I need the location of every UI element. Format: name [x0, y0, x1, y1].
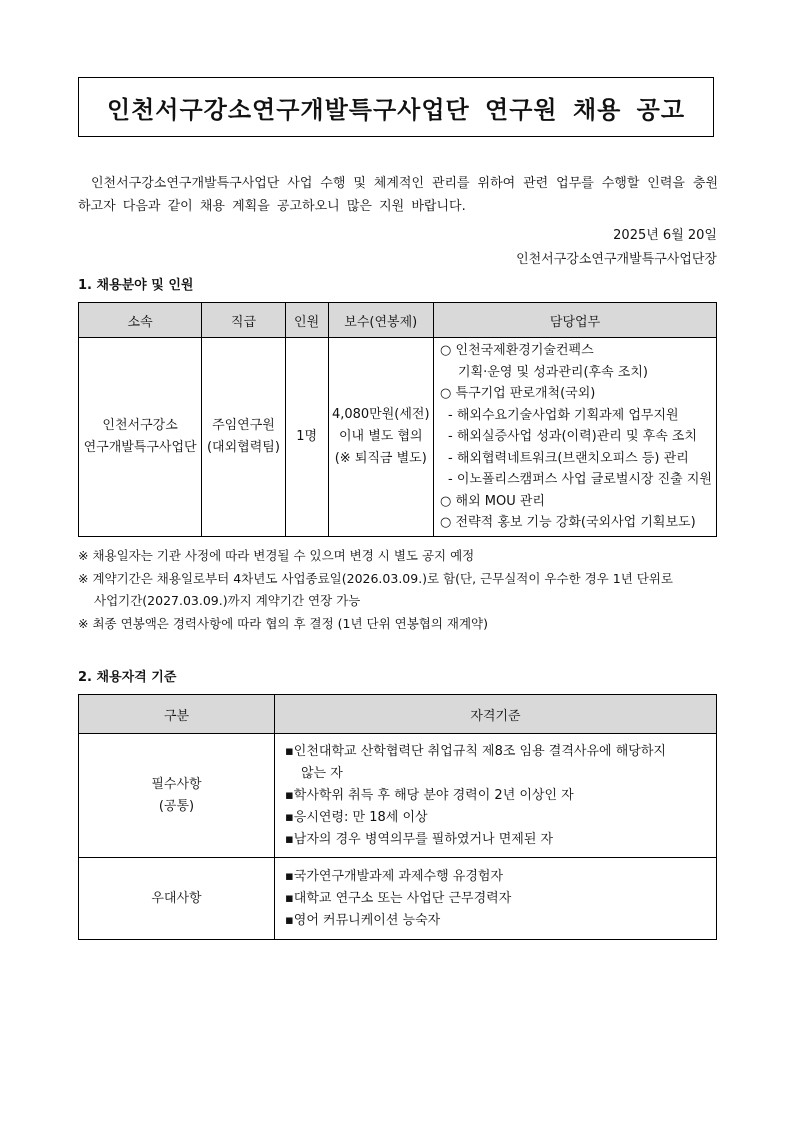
salary-line: 4,080만원(세전) — [331, 406, 430, 422]
headcount-cell: 1명 — [285, 338, 328, 537]
criteria-item: ▪응시연령: 만 18세 이상 — [285, 809, 428, 825]
salary-line: 이내 별도 협의 — [338, 428, 423, 444]
notes — [78, 545, 718, 635]
criteria-item: ▪학사학위 취득 후 해당 분야 경력이 2년 이상인 자 — [285, 787, 574, 803]
rank-line: (대외협력팀) — [206, 439, 280, 455]
section1-title: 1. 채용분야 및 인원 — [78, 278, 194, 293]
table-row — [79, 338, 717, 537]
duty-item: - 해외실증사업 성과(이력)관리 및 후속 조치 — [448, 429, 698, 444]
note-line: 사업기간(2027.03.09.)까지 계약기간 연장 가능 — [94, 593, 361, 608]
rank-line: 주임연구원 — [212, 417, 275, 433]
salary-line: (※ 퇴직금 별도) — [334, 450, 427, 466]
affiliation-cell — [79, 338, 202, 537]
affiliation-line: 인천서구강소 — [102, 417, 178, 433]
header-headcount: 인원 — [285, 303, 328, 338]
issuer-name: 인천서구강소연구개발특구사업단장 — [516, 252, 717, 267]
title-box — [78, 77, 714, 137]
criteria-item: ▪영어 커뮤니케이션 능숙자 — [285, 912, 441, 928]
page-title: 인천서구강소연구개발특구사업단 연구원 채용 공고 — [106, 95, 686, 124]
table-header-row — [79, 303, 717, 338]
section2-title: 2. 채용자격 기준 — [78, 670, 177, 685]
announcement-date: 2025년 6월 20일 — [613, 228, 717, 243]
header-criteria: 자격기준 — [275, 695, 717, 734]
criteria-item: ▪대학교 연구소 또는 사업단 근무경력자 — [285, 890, 512, 906]
category-line: 필수사항 — [151, 776, 202, 792]
table-row — [79, 734, 717, 858]
note-line: ※ 계약기간은 채용일로부터 4차년도 사업종료일(2026.03.09.)로 함(단, 근무실적이 우수한 경우 1년 단위로 — [78, 570, 673, 586]
criteria-item: ▪남자의 경우 병역의무를 필하였거나 면제된 자 — [285, 831, 554, 847]
header-salary: 보수(연봉제) — [328, 303, 434, 338]
header-category: 구분 — [79, 695, 275, 734]
category-line: (공통) — [158, 798, 195, 814]
table-row — [79, 858, 717, 940]
required-criteria-cell — [275, 734, 717, 858]
duty-item: - 해외수요기술사업화 기획과제 업무지원 — [448, 407, 679, 423]
header-rank: 직급 — [202, 303, 286, 338]
duty-item: ○ 특구기업 판로개척(국외) — [440, 386, 596, 401]
qualification-table — [78, 694, 717, 940]
duty-item: ○ 전략적 홍보 기능 강화(국외사업 기획보도) — [440, 515, 696, 530]
preferred-label-cell: 우대사항 — [79, 858, 275, 940]
rank-cell — [202, 338, 286, 537]
intro-paragraph: 인천서구강소연구개발특구사업단 사업 수행 및 체계적인 관리를 위하여 관련 업무를 수행할 인력을 충원하고자 다음과 같이 채용 계획을 공고하오니 많은 지원 바랍니다. — [78, 176, 718, 214]
duty-item: 기획·운영 및 성과관리(후속 조치) — [458, 364, 648, 380]
affiliation-line: 연구개발특구사업단 — [83, 439, 197, 455]
header-affiliation: 소속 — [79, 303, 202, 338]
note-line: ※ 채용일자는 기관 사정에 따라 변경될 수 있으며 변경 시 별도 공지 예정 — [78, 548, 475, 563]
table-header-row — [79, 695, 717, 734]
header-duties: 담당업무 — [434, 303, 717, 338]
criteria-item: ▪인천대학교 산학협력단 취업규칙 제8조 임용 결격사유에 해당하지 — [285, 743, 666, 759]
criteria-item: 않는 자 — [301, 765, 343, 781]
preferred-criteria-cell — [275, 858, 717, 940]
duties-cell — [434, 338, 717, 537]
duty-item: - 이노폴리스캠퍼스 사업 글로벌시장 진출 지원 — [448, 472, 712, 487]
duty-item: ○ 해외 MOU 관리 — [440, 493, 545, 509]
salary-cell — [328, 338, 434, 537]
duty-item: - 해외협력네트워크(브랜치오피스 등) 관리 — [448, 450, 689, 466]
recruitment-table — [78, 302, 717, 537]
duty-item: ○ 인천국제환경기술컨펙스 — [440, 343, 594, 358]
note-line: ※ 최종 연봉액은 경력사항에 따라 협의 후 결정 (1년 단위 연봉협의 재계약) — [78, 615, 488, 631]
criteria-item: ▪국가연구개발과제 과제수행 유경험자 — [285, 868, 504, 884]
required-label-cell — [79, 734, 275, 858]
